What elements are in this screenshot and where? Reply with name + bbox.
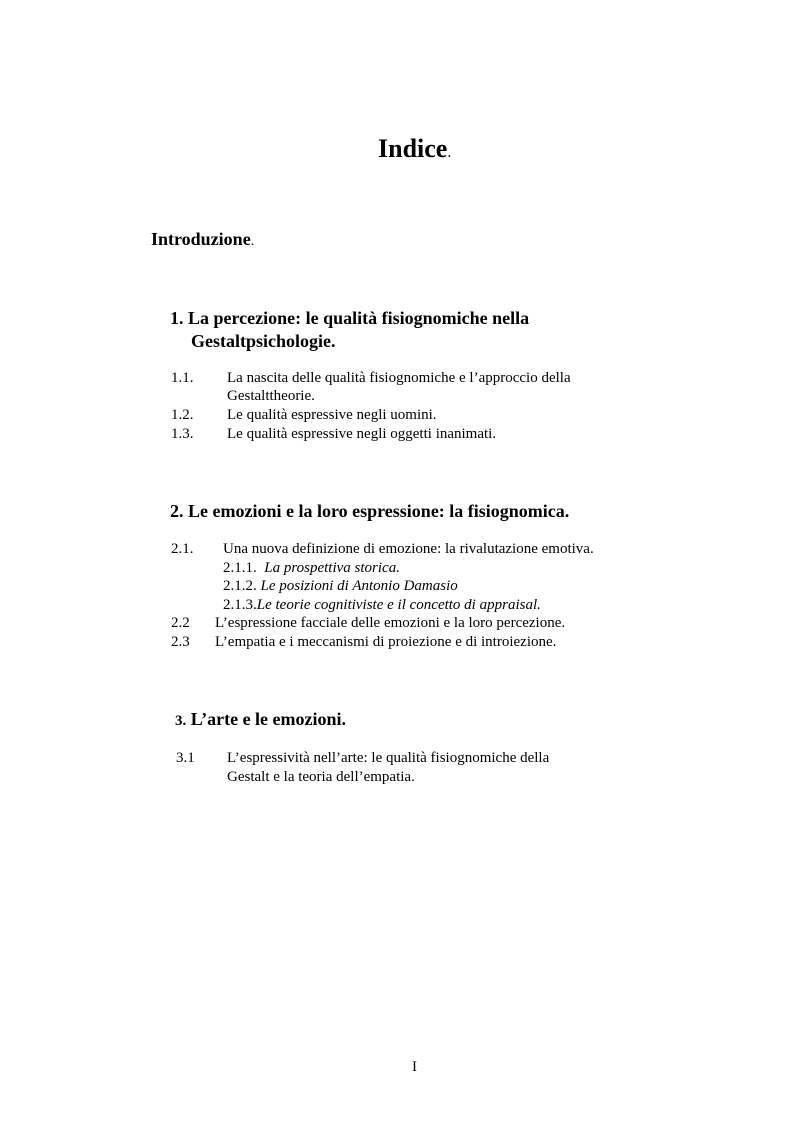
toc-item-number: 1.2.	[171, 407, 194, 423]
toc-item-title: Le posizioni di Antonio Damasio	[260, 578, 458, 594]
chapter-3-heading[interactable]	[175, 709, 346, 730]
toc-item-2-1[interactable]: Una nuova definizione di emozione: la rivalutazione emotiva.	[223, 541, 594, 557]
introduction-dot: .	[250, 234, 255, 249]
toc-item-number: 2.2	[171, 615, 190, 631]
toc-item-2-1-3[interactable]	[223, 597, 541, 614]
toc-item-1-2[interactable]: Le qualità espressive negli uomini.	[227, 407, 437, 423]
page-number: I	[412, 1059, 417, 1075]
toc-item-2-1-1[interactable]	[223, 560, 400, 577]
toc-item-number: 2.1.3.	[223, 597, 257, 613]
toc-item-3-1-cont[interactable]: Gestalt e la teoria dell’empatia.	[227, 769, 415, 785]
toc-item-2-1-2[interactable]	[223, 578, 458, 595]
toc-item-1-1-cont[interactable]: Gestalttheorie.	[227, 388, 315, 404]
toc-item-number: 2.1.1.	[223, 560, 257, 576]
toc-item-title: Le teorie cognitiviste e il concetto di appraisal.	[256, 597, 541, 613]
toc-item-number: 3.1	[176, 750, 195, 766]
toc-item-number: 2.1.	[171, 541, 194, 557]
toc-item-number: 1.1.	[171, 370, 194, 386]
toc-item-3-1[interactable]: L’espressività nell’arte: le qualità fisiognomiche della	[227, 750, 550, 766]
toc-introduction[interactable]	[151, 229, 254, 250]
chapter-3-number: 3.	[175, 713, 187, 729]
toc-item-title: La prospettiva storica.	[264, 560, 400, 576]
chapter-1-heading-cont[interactable]: Gestaltpsichologie.	[191, 331, 336, 351]
toc-item-number: 2.3	[171, 634, 190, 650]
toc-item-2-3[interactable]: L’empatia e i meccanismi di proiezione e di introiezione.	[215, 634, 557, 650]
chapter-2-heading[interactable]: 2. Le emozioni e la loro espressione: la fisiognomica.	[170, 501, 570, 521]
page-title-dot: .	[447, 144, 452, 161]
chapter-3-title: L’arte e le emozioni.	[190, 709, 347, 729]
toc-item-2-2[interactable]: L’espressione facciale delle emozioni e la loro percezione.	[215, 615, 566, 631]
page-title-text: Indice	[378, 134, 448, 163]
introduction-text: Introduzione	[151, 229, 251, 249]
toc-item-number: 2.1.2.	[223, 578, 257, 594]
page-title	[378, 134, 451, 164]
chapter-1-heading[interactable]: 1. La percezione: le qualità fisiognomiche nella	[170, 308, 530, 328]
toc-item-1-3[interactable]: Le qualità espressive negli oggetti inanimati.	[227, 426, 497, 442]
toc-item-1-1[interactable]: La nascita delle qualità fisiognomiche e l’approccio della	[227, 370, 571, 386]
toc-item-number: 1.3.	[171, 426, 194, 442]
